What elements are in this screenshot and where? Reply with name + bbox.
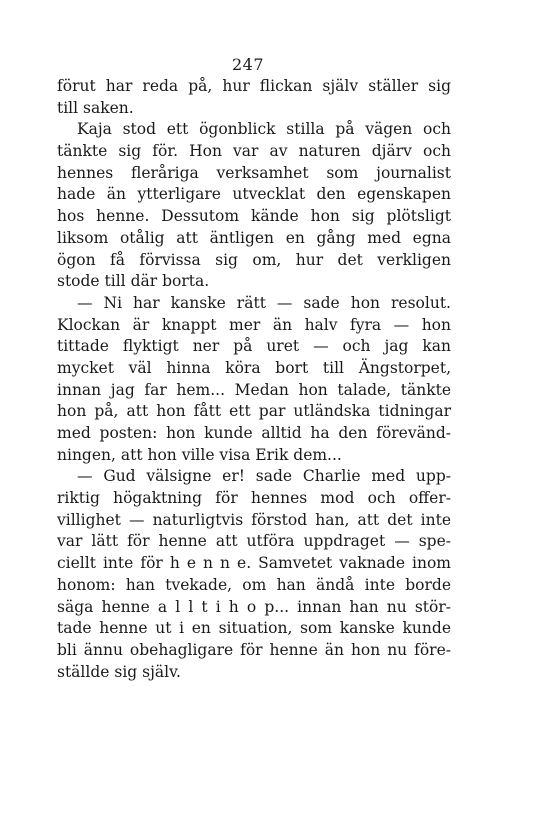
text-line: hon på, att hon fått ett par utländska tidningar xyxy=(57,402,451,421)
body-text xyxy=(57,76,451,683)
text-line: hade än ytterligare utvecklat den egenskapen xyxy=(57,185,451,204)
text-line: — Ni har kanske rätt — sade hon resolut. xyxy=(77,293,451,312)
text-line: tittade flyktigt ner på uret — och jag kan xyxy=(57,337,451,356)
text-line: ögon få förvissa sig om, hur det verkligen xyxy=(57,250,451,269)
text-line: villighet — naturligtvis förstod han, att det inte xyxy=(57,510,451,529)
text-line: innan jag far hem... Medan hon talade, tänkte xyxy=(57,380,451,399)
page-number: 247 xyxy=(231,55,265,74)
text-line: Kaja stod ett ögonblick stilla på vägen och xyxy=(77,120,451,139)
text-line: hos henne. Dessutom kände hon sig plötsligt xyxy=(57,207,451,226)
text-line: mycket väl hinna köra bort till Ängstorpet, xyxy=(57,358,451,377)
text-line: stode till där borta. xyxy=(57,272,210,291)
text-line: till saken. xyxy=(57,98,134,117)
text-line: ställde sig själv. xyxy=(57,662,181,681)
text-line: ningen, att hon ville visa Erik dem... xyxy=(57,445,342,464)
text-line: bli ännu obehagligare för henne än hon nu före- xyxy=(57,640,451,659)
text-line: honom: han tvekade, om han ändå inte borde xyxy=(57,575,451,594)
text-line: tänkte sig för. Hon var av naturen djärv och xyxy=(57,142,451,161)
text-line: Klockan är knappt mer än halv fyra — hon xyxy=(57,315,451,334)
text-line: säga henne a l l t i h o p... innan han nu stör- xyxy=(57,597,451,616)
text-line: liksom otålig att äntligen en gång med egna xyxy=(57,228,451,247)
text-line: riktig högaktning för hennes mod och offer- xyxy=(57,489,451,508)
text-line: med posten: hon kunde alltid ha den förevänd- xyxy=(57,424,451,442)
text-line: var lätt för henne att utföra uppdraget — spe- xyxy=(57,532,451,551)
text-line: förut har reda på, hur flickan själv ställer sig xyxy=(57,77,451,95)
text-line: — Gud välsigne er! sade Charlie med upp- xyxy=(77,467,451,486)
text-line: tade henne ut i en situation, som kanske kunde xyxy=(57,619,451,638)
text-line: ciellt inte för h e n n e. Samvetet vaknade inom xyxy=(57,554,451,573)
text-line: hennes fleråriga verksamhet som journalist xyxy=(57,163,451,182)
